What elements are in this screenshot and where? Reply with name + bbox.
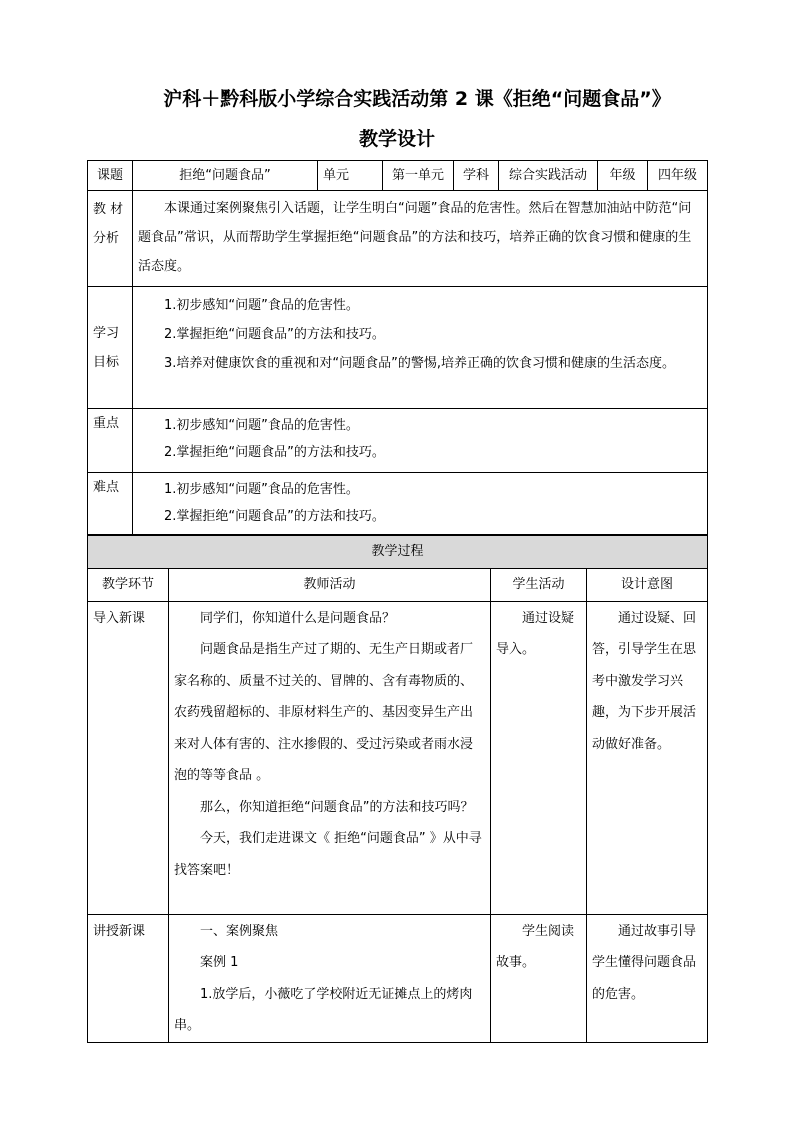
document-subtitle: 教学设计 (358, 128, 435, 150)
objectives-label (88, 287, 133, 409)
table-row (88, 914, 708, 1042)
teacher-cell (169, 601, 491, 914)
difficulties-cell (133, 473, 708, 535)
objective-item: 1.初步感知“问题”食品的危害性。 (164, 298, 359, 313)
subject-label: 学科 (454, 161, 499, 191)
student-text: 学生阅读故事。 (496, 923, 575, 970)
document-title: 沪科＋黔科版小学综合实践活动第 2 课《拒绝“问题食品”》 (163, 88, 671, 110)
objectives-label-line1: 学习 (93, 325, 120, 341)
teacher-paragraph: 一、案例聚焦 (200, 923, 279, 939)
teacher-paragraph: 同学们，你知道什么是问题食品？ (200, 610, 396, 626)
student-text: 通过设疑导入。 (496, 610, 575, 657)
analysis-label-line1: 教 材 (93, 202, 124, 217)
key-points-label: 重点 (88, 409, 133, 473)
process-header: 教学过程 (88, 536, 708, 569)
student-cell (491, 601, 587, 914)
col-student: 学生活动 (491, 569, 587, 602)
teacher-paragraph: 1.放学后，小薇吃了学校附近无证摊点上的烤肉串。 (174, 986, 473, 1033)
table-row (88, 601, 708, 914)
difficulty-item: 2.掌握拒绝“问题食品”的方法和技巧。 (164, 509, 385, 524)
intent-cell (587, 914, 708, 1042)
analysis-label-line2: 分析 (93, 231, 120, 246)
col-teacher: 教师活动 (169, 569, 491, 602)
key-point-item: 1.初步感知“问题”食品的危害性。 (164, 418, 359, 433)
student-cell (491, 914, 587, 1042)
difficulties-label: 难点 (88, 473, 133, 535)
key-points-cell (133, 409, 708, 473)
objective-item: 2.掌握拒绝“问题食品”的方法和技巧。 (164, 327, 385, 342)
stage-cell: 讲授新课 (88, 914, 169, 1042)
topic-value: 拒绝“问题食品” (133, 161, 318, 191)
teacher-paragraph: 今天，我们走进课文《 拒绝“问题食品” 》从中寻找答案吧！ (174, 831, 482, 878)
subject-value: 综合实践活动 (499, 161, 598, 191)
analysis-text: 本课通过案例聚焦引入话题，让学生明白“问题”食品的危害性。然后在智慧加油站中防范“问题食品”常识，从而帮助学生掌握拒绝“问题食品”的方法和技巧，培养正确的饮食习惯和健康的生活态度。 (138, 201, 692, 274)
teacher-paragraph: 案例 1 (200, 955, 239, 970)
col-stage: 教学环节 (88, 569, 169, 602)
analysis-label (88, 191, 133, 287)
col-intent: 设计意图 (587, 569, 708, 602)
objectives-cell (133, 287, 708, 409)
grade-label: 年级 (598, 161, 648, 191)
stage-cell: 导入新课 (88, 601, 169, 914)
analysis-cell (133, 191, 708, 287)
unit-value: 第一单元 (383, 161, 454, 191)
teacher-paragraph: 问题食品是指生产过了期的、无生产日期或者厂家名称的、质量不过关的、冒牌的、含有毒物质的、农药残留超标的、非原材料生产的、基因变异生产出来对人体有害的、注水掺假的、受过污染或者雨水浸泡的等等食品 。 (174, 642, 474, 783)
difficulty-item: 1.初步感知“问题”食品的危害性。 (164, 482, 359, 497)
process-table (87, 535, 708, 1043)
key-point-item: 2.掌握拒绝“问题食品”的方法和技巧。 (164, 445, 385, 460)
intent-cell (587, 601, 708, 914)
intent-text: 通过设疑、回答，引导学生在思考中激发学习兴趣，为下步开展活动做好准备。 (592, 610, 697, 752)
objective-item: 3.培养对健康饮食的重视和对“问题食品”的警惕,培养正确的饮食习惯和健康的生活态度。 (164, 356, 676, 371)
objectives-label-line2: 目标 (93, 354, 120, 370)
teacher-cell (169, 914, 491, 1042)
info-table (87, 160, 708, 535)
teacher-paragraph: 那么，你知道拒绝“问题食品”的方法和技巧吗？ (200, 799, 474, 815)
unit-label: 单元 (318, 161, 383, 191)
topic-label: 课题 (88, 161, 133, 191)
grade-value: 四年级 (648, 161, 708, 191)
intent-text: 通过故事引导学生懂得问题食品的危害。 (592, 923, 697, 1002)
